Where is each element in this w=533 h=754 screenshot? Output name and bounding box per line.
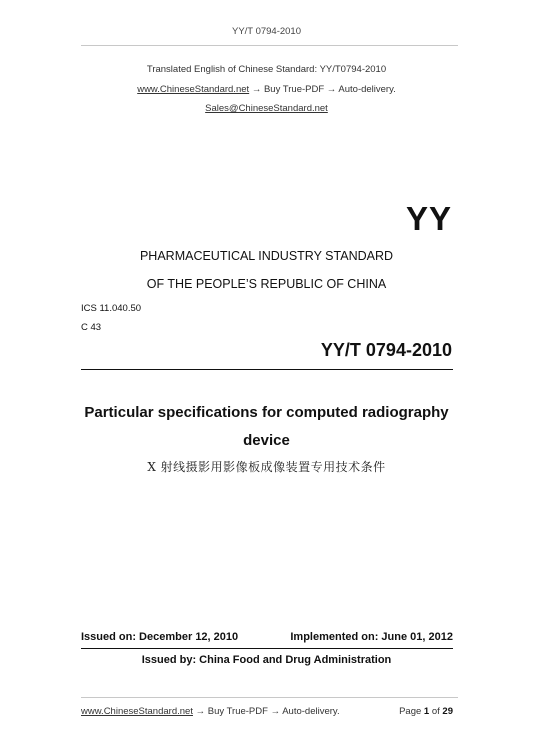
translation-notice: Translated English of Chinese Standard: YY/T0794-2010 (146, 64, 387, 75)
implemented-on: Implemented on: June 01, 2012 (290, 631, 453, 643)
email-line (0, 103, 533, 114)
footer-delivery-text: Auto-delivery. (282, 706, 340, 717)
issued-on: Issued on: December 12, 2010 (81, 631, 239, 643)
arrow-right-icon: → (195, 706, 206, 717)
page-current: 1 (423, 706, 430, 717)
ccs-code: C 43 (81, 322, 102, 333)
industry-line-1: PHARMACEUTICAL INDUSTRY STANDARD (139, 249, 394, 263)
arrow-right-icon: → (326, 84, 337, 95)
page-total: 29 (442, 706, 453, 717)
page-label: Page (399, 706, 422, 717)
footer-divider (81, 697, 458, 698)
footer-promo (81, 706, 340, 717)
email-link[interactable]: Sales@ChineseStandard.net (205, 103, 328, 114)
issue-divider (81, 648, 453, 649)
site-link[interactable]: www.ChineseStandard.net (137, 84, 250, 95)
page-indicator (399, 706, 453, 717)
running-head: YY/T 0794-2010 (231, 26, 301, 37)
title-chinese: X 射线摄影用影像板成像装置专用技术条件 (147, 460, 386, 474)
issued-by: Issued by: China Food and Drug Administration (141, 654, 392, 666)
header-divider (81, 45, 458, 46)
footer-buy-text: Buy True-PDF (207, 706, 268, 717)
promo-line (0, 84, 533, 95)
title-line-1: Particular specifications for computed radiography (84, 404, 449, 421)
standard-number: YY/T 0794-2010 (320, 340, 452, 360)
title-divider (81, 369, 453, 370)
industry-line-2: OF THE PEOPLE’S REPUBLIC OF CHINA (146, 277, 387, 291)
auto-delivery-text: Auto-delivery. (338, 84, 396, 95)
buy-pdf-text: Buy True-PDF (263, 84, 325, 95)
title-line-2: device (243, 432, 290, 449)
page-footer (81, 706, 453, 717)
footer-site-link[interactable]: www.ChineseStandard.net (81, 706, 193, 717)
industry-mark: YY (405, 200, 452, 237)
issue-dates-row (81, 631, 453, 643)
page-of: of (431, 706, 440, 717)
arrow-right-icon: → (270, 706, 281, 717)
arrow-right-icon: → (251, 84, 262, 95)
ics-code: ICS 11.040.50 (81, 303, 142, 314)
